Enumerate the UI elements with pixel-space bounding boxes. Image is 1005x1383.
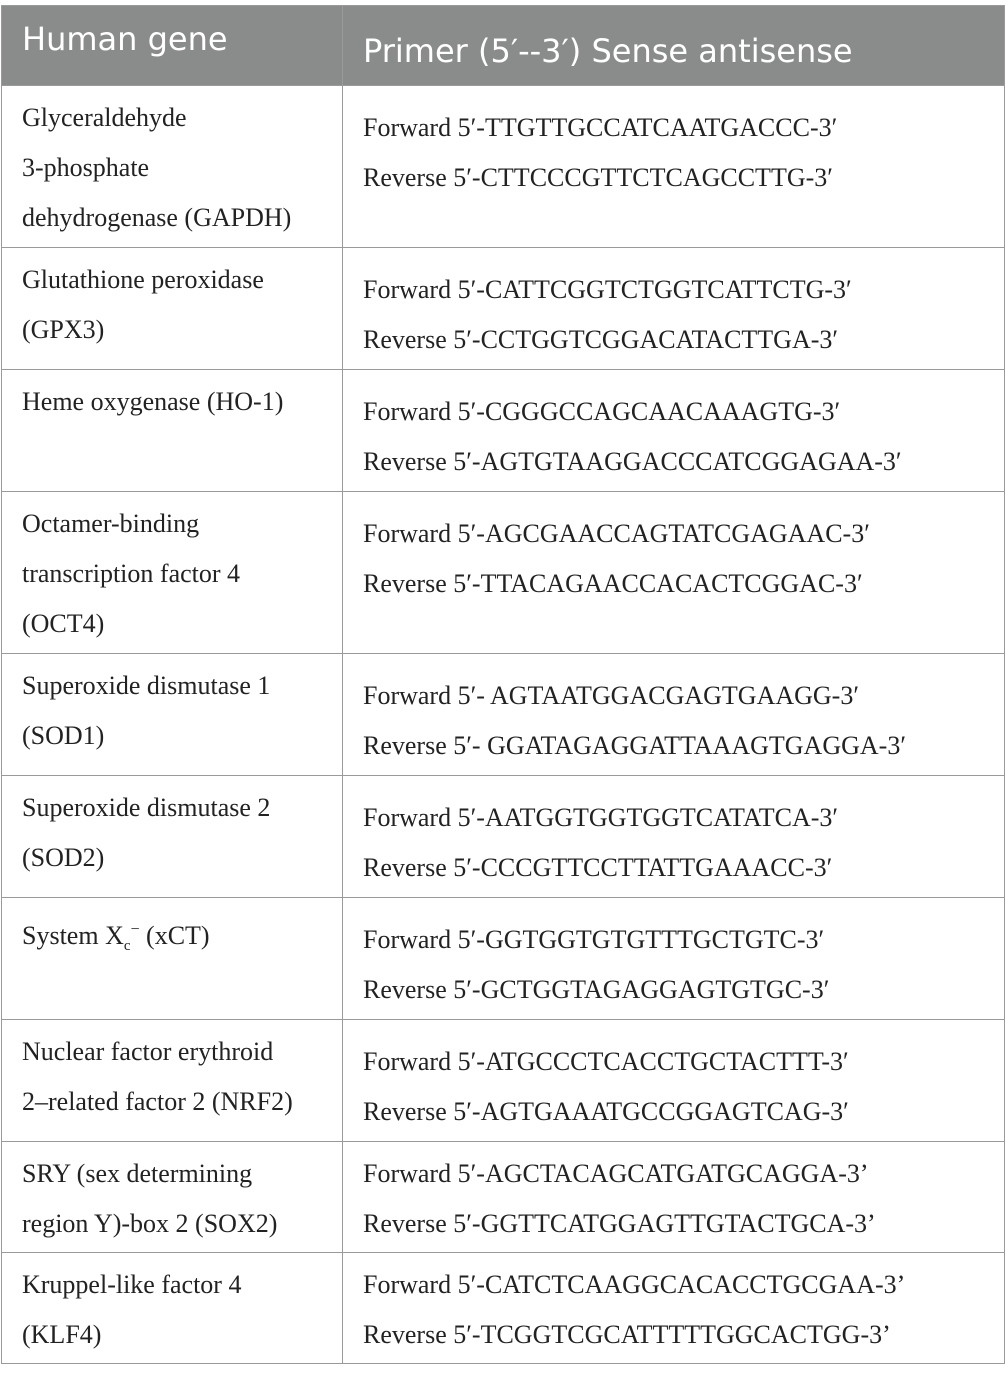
gene-name-line: (GPX3): [22, 315, 105, 344]
reverse-primer: Reverse 5′-AGTGTAAGGACCCATCGGAGAA-3′: [363, 447, 902, 476]
table-row: [2, 776, 1005, 898]
table-row: [2, 370, 1005, 492]
reverse-primer: Reverse 5′-GCTGGTAGAGGAGTGTGC-3′: [363, 975, 830, 1004]
forward-primer: Forward 5′-GGTGGTGTGTTTGCTGTC-3′: [363, 925, 825, 954]
forward-primer: Forward 5′- AGTAATGGACGAGTGAAGG-3′: [363, 681, 860, 710]
forward-primer: Forward 5′-ATGCCCTCACCTGCTACTTT-3′: [363, 1047, 849, 1076]
gene-name-line: dehydrogenase (GAPDH): [22, 203, 292, 232]
table-row: [2, 1253, 1005, 1364]
reverse-primer: Reverse 5′-CTTCCCGTTCTCAGCCTTG-3′: [363, 163, 833, 192]
gene-name-suffix: (xCT): [139, 921, 210, 950]
forward-primer: Forward 5′-AGCTACAGCATGATGCAGGA-3’: [363, 1159, 869, 1188]
primer-cell: [343, 86, 1005, 248]
gene-name-line: region Y)-box 2 (SOX2): [22, 1209, 278, 1238]
reverse-primer: Reverse 5′-AGTGAAATGCCGGAGTCAG-3′: [363, 1097, 849, 1126]
gene-name-line: Superoxide dismutase 1: [22, 671, 271, 700]
reverse-primer: Reverse 5′-TTACAGAACCACACTCGGAC-3′: [363, 569, 863, 598]
gene-name-line: (SOD2): [22, 843, 105, 872]
table-row: [2, 1142, 1005, 1253]
primer-cell: [343, 248, 1005, 370]
gene-name-line: Kruppel-like factor 4: [22, 1270, 242, 1299]
gene-name-superscript: −: [130, 921, 140, 938]
gene-cell: [2, 1020, 343, 1142]
table-header: [2, 6, 1005, 86]
gene-cell: [2, 1142, 343, 1253]
primer-cell: [343, 776, 1005, 898]
gene-cell: [2, 248, 343, 370]
gene-cell: [2, 776, 343, 898]
gene-name-prefix: System X: [22, 921, 124, 950]
gene-name-line: Glyceraldehyde: [22, 103, 187, 132]
forward-primer: Forward 5′-CATTCGGTCTGGTCATTCTG-3′: [363, 275, 852, 304]
gene-name-line: Octamer-binding: [22, 509, 200, 538]
reverse-primer: Reverse 5′-CCCGTTCCTTATTGAAACC-3′: [363, 853, 833, 882]
forward-primer: Forward 5′-AGCGAACCAGTATCGAGAAC-3′: [363, 519, 870, 548]
gene-name-line: transcription factor 4: [22, 559, 241, 588]
gene-name-line: (SOD1): [22, 721, 105, 750]
reverse-primer: Reverse 5′-TCGGTCGCATTTTTGGCACTGG-3’: [363, 1320, 891, 1349]
gene-name-line: (OCT4): [22, 609, 105, 638]
gene-name-line: 3-phosphate: [22, 153, 150, 182]
gene-name-line: Heme oxygenase (HO-1): [22, 387, 284, 416]
forward-primer: Forward 5′-TTGTTGCCATCAATGACCC-3′: [363, 113, 838, 142]
table-row: [2, 898, 1005, 1020]
gene-name-line: (KLF4): [22, 1320, 102, 1349]
table-row: [2, 86, 1005, 248]
gene-cell: [2, 1253, 343, 1364]
forward-primer: Forward 5′-AATGGTGGTGGTCATATCA-3′: [363, 803, 839, 832]
gene-cell: [2, 898, 343, 1020]
gene-name-line: [22, 905, 342, 971]
primer-cell: [343, 1253, 1005, 1364]
primer-cell: [343, 654, 1005, 776]
primer-cell: [343, 370, 1005, 492]
table-row: [2, 654, 1005, 776]
gene-name-line: 2–related factor 2 (NRF2): [22, 1087, 293, 1116]
gene-name-line: Nuclear factor erythroid: [22, 1037, 274, 1066]
primer-table: [1, 5, 1005, 1364]
gene-name-subscript: c: [123, 938, 131, 954]
primer-cell: [343, 1142, 1005, 1253]
table-row: [2, 248, 1005, 370]
gene-name-line: Superoxide dismutase 2: [22, 793, 271, 822]
gene-name-line: SRY (sex determining: [22, 1159, 253, 1188]
table-row: [2, 1020, 1005, 1142]
header-human-gene: Human gene: [2, 6, 343, 86]
reverse-primer: Reverse 5′-CCTGGTCGGACATACTTGA-3′: [363, 325, 839, 354]
header-row: [2, 6, 1005, 86]
primer-cell: [343, 898, 1005, 1020]
gene-name-line: Glutathione peroxidase: [22, 265, 264, 294]
reverse-primer: Reverse 5′-GGTTCATGGAGTTGTACTGCA-3’: [363, 1209, 876, 1238]
table-row: [2, 492, 1005, 654]
forward-primer: Forward 5′-CGGGCCAGCAACAAAGTG-3′: [363, 397, 841, 426]
gene-cell: [2, 492, 343, 654]
header-primer: Primer (5′--3′) Sense antisense: [343, 6, 1005, 86]
primer-cell: [343, 1020, 1005, 1142]
table-body: [2, 86, 1005, 1364]
gene-cell: [2, 370, 343, 492]
primer-cell: [343, 492, 1005, 654]
gene-cell: [2, 654, 343, 776]
forward-primer: Forward 5′-CATCTCAAGGCACACCTGCGAA-3’: [363, 1270, 906, 1299]
gene-cell: [2, 86, 343, 248]
reverse-primer: Reverse 5′- GGATAGAGGATTAAAGTGAGGA-3′: [363, 731, 907, 760]
